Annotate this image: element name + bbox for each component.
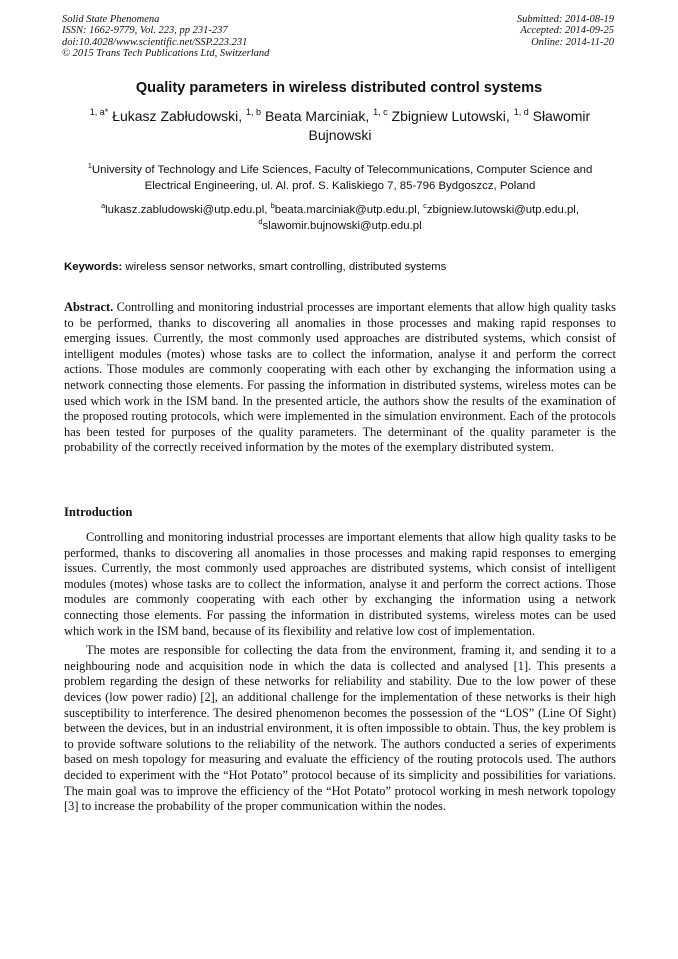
email-b-sup: b bbox=[270, 201, 275, 210]
abstract-paragraph bbox=[64, 300, 616, 456]
journal-issn: ISSN: 1662-9779, Vol. 223, pp 231-237 bbox=[62, 25, 228, 37]
keywords bbox=[64, 259, 616, 275]
email-a: lukasz.zabludowski@utp.edu.pl, bbox=[105, 204, 268, 216]
introduction-paragraph-2: The motes are responsible for collecting the data from the environment, framing it, and sending it to a neighbouring node and acquisition node in which the data is collected and analysed [1]. This presents a problem regarding the design of these networks for reliability and stability. Due to the low power of these devices (low power radio) [2], an additional challenge for the implementation of these networks is their high susceptibility to interference. The desired phenomenon becomes the possession of the “LOS” (Line Of Sight) between the devices, but in an industrial environment, it is often impossible to obtain. Thus, the key problem is to provide software solutions to the reliability of the network. The authors conducted a series of experiments based on mesh topology for measuring and evaluate the efficiency of the routing protocols used. The authors decided to experiment with the “Hot Potato” protocol because of its simplicity and possibilities for variations. The main goal was to improve the efficiency of the “Hot Potato” protocol working in mesh network topology [3] to increase the probability of the proper communication within the nodes. bbox=[64, 643, 616, 814]
email-d: slawomir.bujnowski@utp.edu.pl bbox=[262, 220, 422, 232]
accepted-date: Accepted: 2014-09-25 bbox=[520, 25, 614, 37]
abstract bbox=[64, 300, 616, 456]
introduction-heading: Introduction bbox=[64, 505, 133, 519]
affiliation-sup: 1 bbox=[87, 161, 92, 170]
email-c-sup: c bbox=[423, 201, 427, 210]
abstract-text: Controlling and monitoring industrial processes are important elements that allow high quality tasks to be performed, thanks to discovering all anomalies in those processes and making rapid responses to emerging issues. Currently, the most commonly used approaches are distributed systems, which consist of intelligent modules (motes) whose tasks are to collect the information, analyse it and perform the correct actions. Those modules are commonly cooperating with each other by exchanging the information using a network connecting those elements. For passing the information in distributed systems, wireless motes can be used which work in the ISM band. In the presented article, the authors show the results of the examination of the proposed routing protocols, which were implemented in the simulation environment. Each of the protocols has been tested for purposes of the quality parameters. The determinant of the quality parameter is the probability of the correctly received information by the motes of the exemplary distributed system. bbox=[64, 300, 616, 455]
journal-doi: doi:10.4028/www.scientific.net/SSP.223.231 bbox=[62, 36, 248, 48]
journal-copyright: © 2015 Trans Tech Publications Ltd, Switzerland bbox=[62, 48, 270, 60]
affiliation-text: University of Technology and Life Sciences, Faculty of Telecommunications, Computer Science and Electrical Engineering, ul. Al. prof. S. Kaliskiego 7, 85-796 Bydgoszcz, Poland bbox=[91, 164, 593, 192]
author-1-sup: 1, a* bbox=[89, 107, 109, 117]
author-2-sup: 1, b bbox=[246, 107, 262, 117]
journal-name: Solid State Phenomena bbox=[62, 14, 160, 25]
introduction-body bbox=[64, 530, 616, 815]
submitted-date: Submitted: 2014-08-19 bbox=[516, 14, 614, 25]
online-date: Online: 2014-11-20 bbox=[531, 36, 614, 48]
journal-info bbox=[62, 14, 269, 60]
author-4-name: Sławomir Bujnowski bbox=[308, 108, 591, 143]
paper-title: Quality parameters in wireless distributed control systems bbox=[135, 80, 543, 96]
keywords-label: Keywords: bbox=[64, 261, 123, 273]
author-emails bbox=[64, 202, 616, 234]
author-3-sup: 1, c bbox=[373, 107, 388, 117]
author-4-sup: 1, d bbox=[513, 107, 529, 117]
abstract-label: Abstract. bbox=[64, 300, 114, 314]
author-1-name: Łukasz Zabłudowski, bbox=[112, 108, 243, 124]
email-b: beata.marciniak@utp.edu.pl, bbox=[274, 204, 420, 216]
email-d-sup: d bbox=[258, 217, 263, 226]
email-a-sup: a bbox=[100, 201, 106, 210]
email-c: zbigniew.lutowski@utp.edu.pl, bbox=[426, 204, 579, 216]
submission-dates bbox=[517, 14, 614, 48]
author-2-name: Beata Marciniak, bbox=[264, 108, 370, 124]
author-3-name: Zbigniew Lutowski, bbox=[391, 108, 510, 124]
affiliation bbox=[64, 162, 616, 194]
keywords-text: wireless sensor networks, smart controlling, distributed systems bbox=[125, 261, 447, 273]
introduction-paragraph-1: Controlling and monitoring industrial processes are important elements that allow high quality tasks to be performed, thanks to discovering all anomalies in those processes and making rapid responses to emerging issues. Currently, the most commonly used approaches are distributed systems, which consist of intelligent modules (motes) whose tasks are to collect the information, analyse it and perform the correct actions. Those modules are commonly cooperating with each other by exchanging the information using a network connecting those elements. For passing the information in distributed systems, wireless motes can be used which work in the ISM band, because of its flexibility and relative low cost of implementation. bbox=[64, 530, 616, 638]
author-list bbox=[80, 107, 600, 145]
